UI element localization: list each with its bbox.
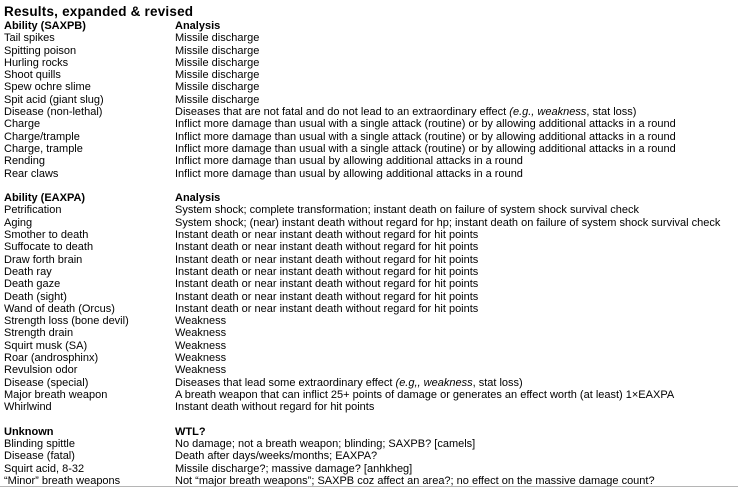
- analysis-cell: Instant death or near instant death without regard for hit points: [175, 253, 479, 266]
- analysis-cell: Instant death or near instant death without regard for hit points: [175, 302, 479, 315]
- italic-text-segment: (e.g,, weakness: [395, 376, 473, 389]
- table-row: [4, 340, 738, 352]
- analysis-cell: Weakness: [175, 315, 227, 328]
- analysis-cell: Weakness: [175, 352, 227, 365]
- analysis-cell: Not “major breath weapons”; SAXPB coz affect an area?; no effect on the massive damage count?: [175, 474, 655, 487]
- analysis-column-header: WTL?: [175, 425, 206, 438]
- ability-cell: Hurling rocks: [4, 56, 69, 69]
- analysis-cell: System shock; (near) instant death without regard for hp; instant death on failure of system shock survival check: [175, 216, 721, 229]
- results-table: [4, 20, 738, 487]
- ability-cell: Roar (androsphinx): [4, 352, 99, 365]
- text-segment: , stat loss): [586, 106, 637, 119]
- section-header-unknown: [4, 426, 738, 438]
- analysis-cell: A breath weapon that can inflict 25+ points of damage or generates an effect worth (at least) 1×EAXPA: [175, 388, 675, 401]
- analysis-cell: Missile discharge: [175, 56, 260, 69]
- ability-cell: Strength loss (bone devil): [4, 315, 129, 328]
- ability-cell: Strength drain: [4, 327, 74, 340]
- table-row: [4, 45, 738, 57]
- table-row: [4, 94, 738, 106]
- table-row: [4, 229, 738, 241]
- table-row: [4, 204, 738, 216]
- table-row: [4, 463, 738, 475]
- ability-cell: Wand of death (Orcus): [4, 302, 115, 315]
- table-row: [4, 217, 738, 229]
- table-row: [4, 364, 738, 376]
- ability-cell: Petrification: [4, 204, 62, 217]
- text-segment: Diseases that lead some extraordinary effect: [175, 376, 396, 389]
- ability-cell: Aging: [4, 216, 33, 229]
- bottom-divider: [0, 486, 738, 487]
- table-row: [4, 69, 738, 81]
- ability-cell: “Minor” breath weapons: [4, 474, 121, 487]
- table-row: [4, 106, 738, 118]
- analysis-cell: Instant death or near instant death without regard for hit points: [175, 241, 479, 254]
- table-row: [4, 143, 738, 155]
- analysis-cell: Inflict more damage than usual by allowing additional attacks in a round: [175, 155, 523, 168]
- ability-cell: Charge: [4, 118, 41, 131]
- ability-cell: Blinding spittle: [4, 438, 75, 451]
- analysis-cell: Missile discharge?; massive damage? [anhkheg]: [175, 462, 413, 475]
- analysis-cell: Instant death or near instant death without regard for hit points: [175, 229, 479, 242]
- analysis-cell: Inflict more damage than usual by allowing additional attacks in a round: [175, 167, 523, 180]
- table-row: [4, 266, 738, 278]
- table-row: [4, 254, 738, 266]
- table-row: [4, 377, 738, 389]
- ability-cell: Whirlwind: [4, 401, 52, 414]
- analysis-cell: Missile discharge: [175, 81, 260, 94]
- ability-cell: Charge, trample: [4, 142, 83, 155]
- ability-cell: Suffocate to death: [4, 241, 94, 254]
- analysis-cell: Instant death or near instant death without regard for hit points: [175, 290, 479, 303]
- table-row: [4, 291, 738, 303]
- analysis-cell: Missile discharge: [175, 32, 260, 45]
- text-segment: Diseases that are not fatal and do not lead to an extraordinary effect: [175, 106, 510, 119]
- table-row: [4, 131, 738, 143]
- analysis-cell: Inflict more damage than usual with a single attack (routine) or by allowing additional attacks in a round: [175, 130, 676, 143]
- analysis-cell: Instant death or near instant death without regard for hit points: [175, 278, 479, 291]
- ability-cell: Charge/trample: [4, 130, 80, 143]
- table-row: [4, 278, 738, 290]
- table-row: [4, 315, 738, 327]
- table-row: [4, 118, 738, 130]
- ability-cell: Disease (fatal): [4, 450, 75, 463]
- ability-cell: Major breath weapon: [4, 388, 108, 401]
- ability-cell: Death gaze: [4, 278, 61, 291]
- section-header-eaxpa: [4, 192, 738, 204]
- table-row: [4, 401, 738, 413]
- ability-cell: Smother to death: [4, 229, 89, 242]
- table-row: [4, 241, 738, 253]
- analysis-cell: [175, 377, 738, 389]
- analysis-cell: No damage; not a breath weapon; blinding; SAXPB? [camels]: [175, 438, 476, 451]
- table-row: [4, 327, 738, 339]
- ability-cell: Disease (special): [4, 376, 89, 389]
- ability-cell: Squirt musk (SA): [4, 339, 88, 352]
- section-header-saxpb: [4, 20, 738, 32]
- analysis-cell: [175, 106, 738, 118]
- analysis-cell: Inflict more damage than usual with a single attack (routine) or by allowing additional attacks in a round: [175, 142, 676, 155]
- ability-cell: Death ray: [4, 265, 52, 278]
- ability-column-header: Ability (SAXPB): [4, 20, 86, 32]
- ability-column-header: Unknown: [4, 425, 54, 438]
- analysis-cell: Missile discharge: [175, 69, 260, 82]
- analysis-column-header: Analysis: [175, 20, 221, 32]
- table-row: [4, 389, 738, 401]
- ability-cell: Tail spikes: [4, 32, 55, 45]
- table-row: [4, 155, 738, 167]
- ability-cell: Spew ochre slime: [4, 81, 91, 94]
- table-row: [4, 450, 738, 462]
- table-row: [4, 303, 738, 315]
- ability-cell: Spitting poison: [4, 44, 77, 57]
- italic-text-segment: (e.g., weakness: [509, 106, 587, 119]
- section-gap: [4, 180, 738, 192]
- analysis-cell: System shock; complete transformation; instant death on failure of system shock survival check: [175, 204, 640, 217]
- ability-column-header: Ability (EAXPA): [4, 192, 86, 205]
- analysis-cell: Instant death without regard for hit points: [175, 401, 375, 414]
- analysis-cell: Missile discharge: [175, 93, 260, 106]
- ability-cell: Death (sight): [4, 290, 67, 303]
- table-row: [4, 438, 738, 450]
- ability-cell: Rending: [4, 155, 45, 168]
- ability-cell: Spit acid (giant slug): [4, 93, 104, 106]
- table-row: [4, 81, 738, 93]
- analysis-cell: Missile discharge: [175, 44, 260, 57]
- table-row: [4, 32, 738, 44]
- ability-cell: Shoot quills: [4, 69, 61, 82]
- analysis-cell: Weakness: [175, 327, 227, 340]
- ability-cell: Squirt acid, 8-32: [4, 462, 85, 475]
- table-row: [4, 168, 738, 180]
- text-segment: , stat loss): [472, 376, 523, 389]
- analysis-cell: Inflict more damage than usual with a single attack (routine) or by allowing additional attacks in a round: [175, 118, 676, 131]
- analysis-column-header: Analysis: [175, 192, 221, 205]
- ability-cell: Revulsion odor: [4, 364, 78, 377]
- ability-cell: Rear claws: [4, 167, 59, 180]
- section-gap: [4, 414, 738, 426]
- ability-cell: Disease (non-lethal): [4, 106, 103, 119]
- analysis-cell: Weakness: [175, 339, 227, 352]
- analysis-cell: Instant death or near instant death without regard for hit points: [175, 265, 479, 278]
- table-row: [4, 57, 738, 69]
- analysis-cell: Weakness: [175, 364, 227, 377]
- page-title: Results, expanded & revised: [4, 4, 194, 19]
- ability-cell: Draw forth brain: [4, 253, 83, 266]
- table-row: [4, 352, 738, 364]
- analysis-cell: Death after days/weeks/months; EAXPA?: [175, 450, 378, 463]
